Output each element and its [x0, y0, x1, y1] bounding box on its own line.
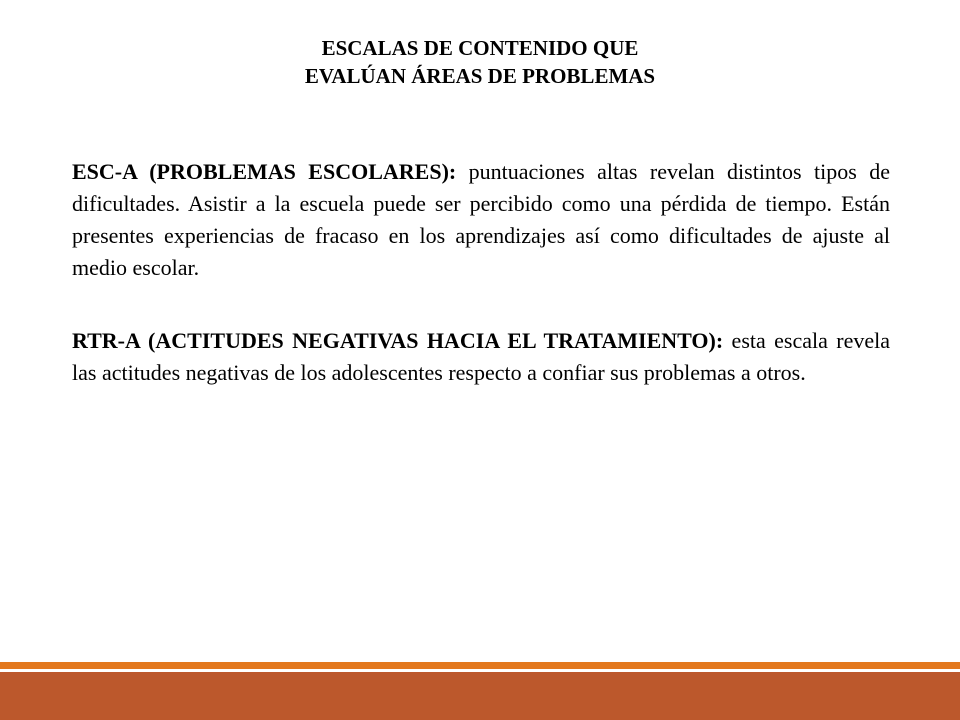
- slide-title-line-1: ESCALAS DE CONTENIDO QUE: [321, 36, 639, 60]
- slide-title-line-2: EVALÚAN ÁREAS DE PROBLEMAS: [304, 64, 656, 88]
- paragraph-rtr-a-term: RTR-A (ACTITUDES NEGATIVAS HACIA EL TRATAMIENTO):: [72, 328, 724, 353]
- footer-accent-thin-bar: [0, 662, 960, 669]
- footer-accent-thick-bar: [0, 672, 960, 720]
- slide-title: [0, 34, 960, 90]
- paragraph-rtr-a-text: esta escala revela las actitudes negativas de los adolescentes respecto a confiar sus problemas a otros.: [72, 328, 890, 385]
- paragraph-esc-a-term: ESC-A (PROBLEMAS ESCOLARES):: [72, 159, 457, 184]
- paragraph-rtr-a: [72, 325, 890, 389]
- paragraph-esc-a-text: puntuaciones altas revelan distintos tipos de dificultades. Asistir a la escuela puede ser percibido como una pérdida de tiempo. Están presentes experiencias de fracaso en los aprendizajes así como dificultades de ajuste al medio escolar.: [72, 159, 890, 280]
- paragraph-esc-a: [72, 156, 890, 284]
